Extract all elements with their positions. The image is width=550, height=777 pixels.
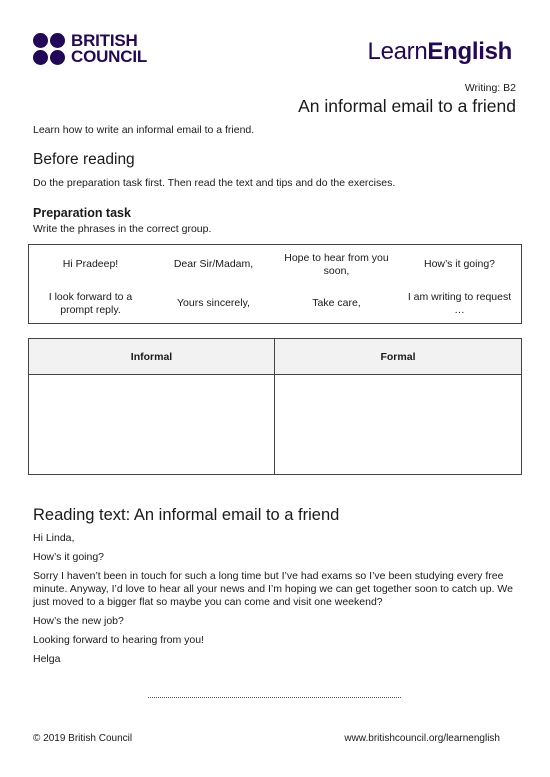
phrase-cell: How’s it going? — [423, 258, 495, 270]
british-council-dots-icon — [33, 33, 65, 65]
phrase-cell: Yours sincerely, — [177, 297, 250, 309]
footer-copyright: © 2019 British Council — [33, 733, 133, 744]
british-council-logo — [33, 33, 147, 65]
email-signature: Helga — [33, 653, 61, 665]
phrase-cell: I look forward to a prompt reply. — [48, 290, 133, 316]
preparation-instruction: Write the phrases in the correct group. — [33, 223, 212, 235]
footer-url[interactable]: www.britishcouncil.org/learnenglish — [344, 733, 500, 744]
email-paragraph: How’s the new job? — [33, 615, 124, 627]
dotted-divider — [148, 697, 401, 698]
email-paragraph: Looking forward to hearing from you! — [33, 634, 205, 646]
email-greeting: Hi Linda, — [33, 532, 75, 544]
formal-header: Formal — [275, 339, 521, 375]
reading-heading: Reading text: An informal email to a friend — [33, 506, 340, 524]
bc-logo-line1: BRITISH — [71, 31, 138, 50]
before-reading-text: Do the preparation task first. Then read the text and tips and do the exercises. — [33, 177, 396, 189]
formal-answer-cell[interactable] — [275, 375, 521, 474]
level-label: Writing: B2 — [464, 82, 516, 94]
phrase-cell: Dear Sir/Madam, — [173, 258, 254, 270]
groups-table — [28, 338, 522, 475]
email-text — [33, 532, 519, 672]
page-title: An informal email to a friend — [298, 96, 516, 116]
learnenglish-logo — [368, 38, 512, 66]
informal-answer-cell[interactable] — [29, 375, 275, 474]
preparation-heading: Preparation task — [33, 206, 131, 220]
informal-header: Informal — [29, 339, 275, 375]
bc-logo-line2: COUNCIL — [71, 47, 148, 66]
phrase-cell: Hope to hear from you soon, — [284, 251, 389, 277]
le-logo-regular: Learn — [367, 38, 428, 65]
phrase-cell: Hi Pradeep! — [62, 258, 119, 270]
phrases-table — [28, 244, 522, 324]
phrase-cell: I am writing to request … — [407, 290, 512, 316]
intro-text: Learn how to write an informal email to a friend. — [33, 124, 255, 136]
le-logo-bold: English — [427, 38, 512, 65]
before-reading-heading: Before reading — [33, 151, 135, 168]
email-paragraph: Sorry I haven’t been in touch for such a long time but I’ve had exams so I’ve been studying every free minute. Anyway, I’d love to hear all your news and I’m hoping we can get together soon to catch up. We just moved to a bigger flat so maybe you can come and visit one weekend? — [33, 570, 513, 608]
phrase-cell: Take care, — [312, 297, 361, 309]
email-paragraph: How’s it going? — [33, 551, 105, 563]
